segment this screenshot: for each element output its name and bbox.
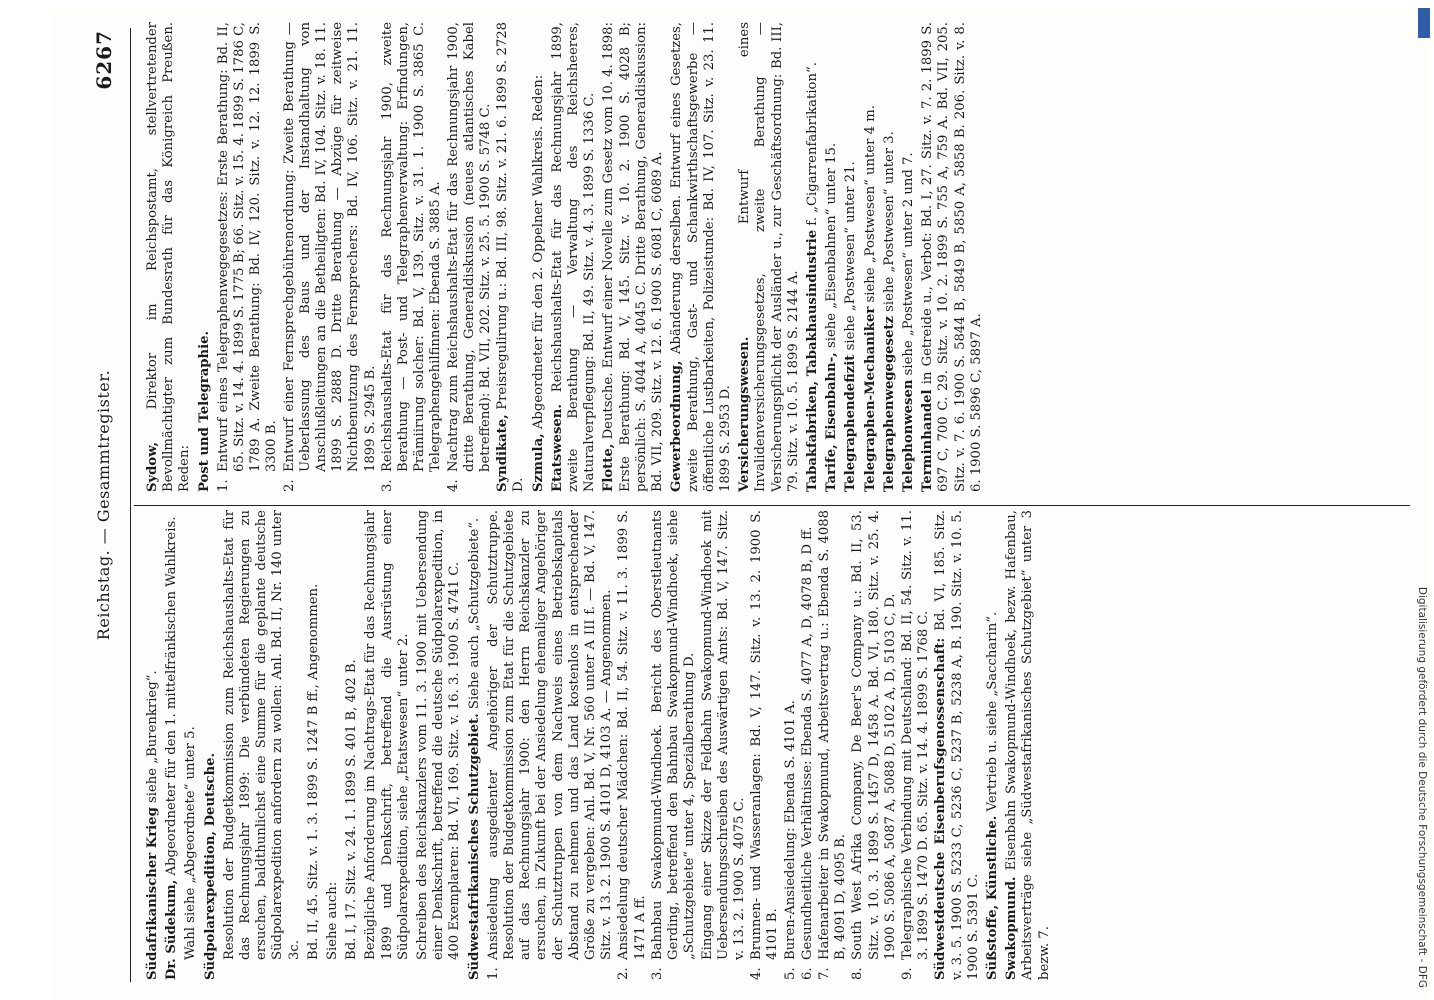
page-number: 6267 <box>92 30 116 90</box>
entry-body: Entwurf eines Invalidenversicherungsgesetzes, zweite Berathung — Versicherungspflicht der Ausländer u., zur Geschäftsordnung: Bd. III, 79. Sitz. v. 10. 5. 1899 S. 2144 A. <box>737 22 801 492</box>
numbered-item <box>616 510 648 980</box>
item-number: 2. <box>281 479 297 492</box>
watermark-text: Digitalisierung gefördert durch die Deutsche Forschungsgemeinschaft - DFG <box>1416 586 1428 988</box>
item-number: 2. <box>616 967 632 980</box>
item-number: 1. <box>215 479 231 492</box>
register-entry <box>933 510 982 980</box>
item-text: Gesundheitliche Verhältnisse: Ebenda S. 4077 A, D, 4078 B, D ff. <box>799 526 815 960</box>
item-number: 8. <box>850 967 866 980</box>
entry-headword: Süßstoffe, Künstliche. <box>984 815 1000 980</box>
entry-headword: Südpolarexpedition, Deutsche. <box>202 752 218 980</box>
register-entry <box>1004 510 1053 980</box>
watermark-strip <box>1414 8 1430 988</box>
register-entry <box>495 22 527 492</box>
entry-body: Eisenbahn Swakopmund-Windhoek, bezw. Hafenbau, Arbeitsverträge siehe „Südwestafrikanisches Schutzgebiet“ unter 3 bezw. 7. <box>1004 510 1052 980</box>
register-entry <box>843 22 859 492</box>
register-entry <box>203 510 219 980</box>
register-entry <box>550 22 599 492</box>
entry-headword: Syndikate, <box>495 414 511 492</box>
entry-body: siehe „Postwesen“ unter 4 m. <box>862 105 878 303</box>
entry-body: Abgeordneter für den 1. mittelfränkischen Wahlkreis. <box>164 516 180 876</box>
entry-headword: Versicherungswesen. <box>737 336 753 492</box>
item-text: Brunnen- und Wasseranlagen: Bd. V, 147. Sitz. v. 13. 2. 1900 S. 4101 B. <box>749 510 781 960</box>
numbered-item <box>282 22 379 492</box>
entry-body: Schreiben des Reichskanzlers vom 11. 3. 1900 mit Uebersendung einer Denkschrift, betreffend die deutsche Südpolarexpedition, in 400 Exemplaren: Bd. VI, 169. Sitz. v. 16. 3. 1900 S. 4741 C. <box>415 510 463 960</box>
item-number: 3. <box>649 967 665 980</box>
entry-headword: Etatswesen. <box>549 404 565 492</box>
register-entry <box>601 22 666 492</box>
entry-body: Siehe auch: <box>325 881 341 960</box>
entry-body: Vertrieb u. siehe „Saccharin“. <box>984 611 1000 812</box>
left-column <box>145 510 1410 980</box>
register-entry <box>197 22 213 492</box>
numbered-item <box>900 510 932 980</box>
entry-headword: Telephonwesen <box>900 379 916 492</box>
numbered-item <box>749 510 781 980</box>
register-entry <box>985 510 1001 980</box>
register-entry <box>920 22 985 492</box>
entry-headword: Telegraphendefizit <box>843 354 859 492</box>
rotated-document-page <box>50 10 1430 1000</box>
item-number: 6. <box>799 967 815 980</box>
entry-body: Preisregulirung u.: Bd. III, 98. Sitz. v. 21. 6. 1899 S. 2728 D. <box>495 22 527 492</box>
numbered-item <box>700 510 749 980</box>
register-entry <box>183 510 199 960</box>
entry-headword: Terminhandel <box>920 389 936 492</box>
entry-headword: Flotte, <box>601 443 617 492</box>
numbered-item <box>650 510 699 980</box>
item-text: Hafenarbeiter in Swakopmund, Arbeitsvertrag u.: Ebenda S. 4088 B, 4091 D, 4095 B. <box>816 510 849 960</box>
column-divider <box>134 505 1410 506</box>
register-entry <box>531 22 547 492</box>
register-entry <box>306 510 322 960</box>
register-entry <box>882 22 898 492</box>
register-entry <box>164 510 180 980</box>
item-number: 3. <box>379 479 395 492</box>
item-text: Bahnbau Swakopmund-Windhoek. Bericht des Oberstleutnants Gerding, betreffend den Bahnbau Swakopmund-Windhoek, siehe „Schutzgebiete“ unter 4, Spezialberathung D. <box>649 510 698 960</box>
entry-body: siehe „Postwesen“ unter 21. <box>843 161 859 351</box>
item-text: Ansiedelung ausgedienter Angehöriger der Schutztruppe. Resolution der Budgetkommission zum Etat für die Schutzgebiete auf das Rechnungsjahr 1900: den Herrn Reichskanzler zu ersuchen, in Zukunft bei der Ansiedelung ehemaliger Angehöriger der Schutztruppen von dem Nachweis eines Betriebskapitals Abstand zu nehmen und das Land kostenlos in entsprechender Größe zu vergeben: Anl. Bd. V, Nr. 560 unter A III f. — Bd. V, 147. Sitz. v. 13. 2. 1900 S. 4101 D, 4103 A. — Angenommen. <box>485 510 615 960</box>
page-header <box>90 30 124 980</box>
entry-body: Bezügliche Anforderung im Nachtrags-Etat für das Rechnungsjahr 1899 und Denkschrift, betreffend die Ausrüstung einer Südpolarexpedition, siehe „Etatswesen“ unter 2. <box>363 510 411 960</box>
numbered-item <box>800 510 816 980</box>
numbered-item <box>783 510 799 980</box>
entry-body: Abänderung derselben. Entwurf eines Gesetzes, zweite Berathung, Gast- und Schankwirthschaftsgewerbe — öffentliche Lustbarkeiten, Polizeistunde: Bd. IV, 107. Sitz. v. 23. 11. 1899 S. 2953 D. <box>669 22 733 492</box>
dfg-logo <box>1418 8 1430 38</box>
register-entry <box>145 510 161 980</box>
numbered-item <box>216 22 281 492</box>
entry-body: Bd. I, 17. Sitz. v. 24. 1. 1899 S. 401 B, 402 B. <box>344 659 360 960</box>
entry-body: siehe „Burenkrieg“. <box>145 670 160 803</box>
register-entry <box>467 510 483 980</box>
entry-body: Reichshaushalts-Etat für das Rechnungsjahr 1899, zweite Berathung — Verwaltung des Reichsheeres, Naturalverpflegung: Bd. II, 49. Sitz. v. 4. 3. 1899 S. 1336 C. <box>549 22 598 492</box>
register-entry <box>363 510 412 960</box>
entry-body: f. „Cigarrenfabrikation“. <box>804 62 820 226</box>
register-entry <box>863 22 879 492</box>
item-text: Eingang einer Skizze der Feldbahn Swakopmund-Windhoek mit Uebersendungsschreiben des Auswärtigen Amts: Bd. V, 147. Sitz. v. 13. 2. 1900 S. 4075 C. <box>699 510 747 960</box>
entry-body: Siehe auch „Schutzgebiete“. <box>466 517 482 710</box>
entry-body: Resolution der Budgetkommission zum Reichshaushalts-Etat für das Rechnungsjahr 1899: Die verbündeten Regierungen zu ersuchen, baldthunlichst eine Summe für die geplante deutsche Südpolarexpedition anfordern zu wollen: Anl. Bd. II, Nr. 140 unter 3c. <box>221 510 302 960</box>
entry-body: siehe „Postwesen“ unter 3. <box>881 131 897 312</box>
item-number: 5. <box>782 967 798 980</box>
entry-body: Wahl siehe „Abgeordnete“ unter 5. <box>183 726 199 960</box>
item-text: Reichshaushalts-Etat für das Rechnungsjahr 1900, zweite Berathung — Post- und Telegraphenverwaltung: Erfindungen, Prämiirung solcher: Bd. V, 139. Sitz. v. 31. 1. 1900 S. 3865 C. Telegraphengehilfinnen: Ebenda S. 3885 A. <box>379 22 444 472</box>
item-number: 7. <box>816 967 832 980</box>
entry-headword: Tabakfabriken, Tabakhausindustrie <box>804 229 820 492</box>
register-entry <box>901 22 917 492</box>
item-text: Entwurf einer Fernsprechgebührenordnung: Zweite Berathung — Ueberlassung des Baus und der Instandhaltung von Anschlußleitungen an die Betheiligten: Bd. IV, 104. Sitz. v. 18. 11. 1899 S. 2888 D. Dritte Berathung — Abzüge für zeitweise Nichtbenutzung des Fernsprechers: Bd. IV, 106. Sitz. v. 21. 11. 1899 S. 2945 B. <box>281 22 378 472</box>
register-entry <box>145 22 194 492</box>
entry-headword: Post und Telegraphie. <box>196 330 212 492</box>
register-entry <box>669 22 734 492</box>
entry-headword: Tarife, Eisenbahn-, <box>824 352 840 492</box>
item-text: Ansiedelung deutscher Mädchen: Bd. II, 54. Sitz. v. 11. 3. 1899 S. 1471 A ff. <box>616 510 648 960</box>
entry-headword: Dr. Südekum, <box>164 879 180 980</box>
numbered-item <box>817 510 849 980</box>
entry-body: siehe „Eisenbahnen“ unter 15. <box>824 142 840 349</box>
item-number: 1. <box>485 967 501 980</box>
entry-body: in Getreide u., Verbot: Bd. I, 27. Sitz. v. 7. 2. 1899 S. 697 C, 700 C. 29. Sitz. v. 10. 2. 1899 S. 755 A, 759 A. Bd. VII, 205. Sitz. v. 7. 6. 1900 S. 5844 B, 5849 B, 5850 A, 5858 B. 206. Sitz. v. 8. 6. 1900 S. 5896 C, 5897 A. <box>920 22 984 492</box>
register-entry <box>222 510 303 960</box>
entry-headword: Südafrikanischer Krieg <box>145 807 160 980</box>
register-entry <box>325 510 341 960</box>
entry-body: siehe „Postwesen“ unter 2 und 7. <box>900 152 916 376</box>
running-title: Reichstag. — Gesammtregister. <box>94 369 113 641</box>
entry-headword: Sydow, <box>145 441 160 492</box>
entry-headword: Südwestafrikanisches Schutzgebiet. <box>466 713 482 980</box>
entry-headword: Swakopmund. <box>1004 876 1020 980</box>
entry-body: Bd. VI, 185. Sitz. v. 3. 5. 1900 S. 5233 C, 5236 C, 5237 B, 5238 A, B. 190. Sitz. v. 10. 5. 1900 S. 5391 C. <box>933 510 981 980</box>
item-text: South West Afrika Company, De Beer's Company u.: Bd. II, 53. Sitz. v. 10. 3. 1899 S. 1457 D, 1458 A. Bd. VI, 180. Sitz. v. 25. 4. 1900 S. 5086 A, 5087 A, 5088 D, 5102 A, D, 5103 C, D. <box>850 510 898 960</box>
register-entry <box>415 510 464 960</box>
header-rule <box>130 28 131 982</box>
item-number: 4. <box>445 479 461 492</box>
numbered-item <box>446 22 495 492</box>
item-text: Nachtrag zum Reichshaushalts-Etat für das Rechnungsjahr 1900, dritte Berathung, Generaldiskussion (neues atlantisches Kabel betreffend): Bd. VII, 202. Sitz. v. 25. 5. 1900 S. 5748 C. <box>445 22 494 472</box>
entry-headword: Telegraphen-Mechaniker <box>862 306 878 492</box>
numbered-item <box>850 510 899 980</box>
entry-headword: Südwestdeutsche Eisenberufsgenossenschaft: <box>933 637 949 980</box>
numbered-item <box>486 510 616 980</box>
entry-headword: Gewerbeordnung, <box>669 360 685 492</box>
item-text: Telegraphische Verbindung mit Deutschland: Bd. II, 54. Sitz. v. 11. 3. 1899 S. 1470 D. 65. Sitz. v. 14. 4. 1899 S. 1768 C. <box>899 510 932 960</box>
entry-body: Abgeordneter für den 2. Oppelner Wahlkreis. Reden: <box>530 74 546 430</box>
right-column <box>145 22 1410 492</box>
entry-body: Bd. II, 45. Sitz. v. 1. 3. 1899 S. 1247 B ff., Angenommen. <box>305 583 321 960</box>
item-text: Buren-Ansiedelung: Ebenda S. 4101 A. <box>782 700 798 960</box>
entry-body: Deutsche. Entwurf einer Novelle zum Gesetz vom 10. 4. 1898: Erste Berathung: Bd. V, 145. Sitz. v. 10. 2. 1900 S. 4028 B; persönlich: S. 4044 A, 4045 C. Dritte Berathung, Generaldiskussion: Bd. VII, 209. Sitz. v. 12. 6. 1900 S. 6081 C, 6089 A. <box>601 22 666 492</box>
register-entry <box>737 22 802 492</box>
entry-headword: Szmula, <box>530 433 546 492</box>
entry-headword: Telegraphenwegegesetz <box>881 316 897 492</box>
item-number: 9. <box>899 967 915 980</box>
entry-body: Direktor im Reichspostamt, stellvertretender Bevollmächtigter zum Bundesrath für das Königreich Preußen. Reden: <box>145 22 193 492</box>
item-number <box>700 960 749 980</box>
item-text: Entwurf eines Telegraphenwegegesetzes: Erste Berathung: Bd. II, 65. Sitz. v. 14. 4. 1899 S. 1775 B; 66. Sitz. v. 15. 4. 1899 S. 1786 C, 1789 A. Zweite Berathung: Bd. IV, 120. Sitz. v. 12. 12. 1899 S. 3300 B. <box>215 22 280 472</box>
register-entry <box>805 22 821 492</box>
numbered-item <box>380 22 445 492</box>
register-entry <box>344 510 360 960</box>
item-number: 4. <box>749 967 765 980</box>
register-entry <box>824 22 840 492</box>
